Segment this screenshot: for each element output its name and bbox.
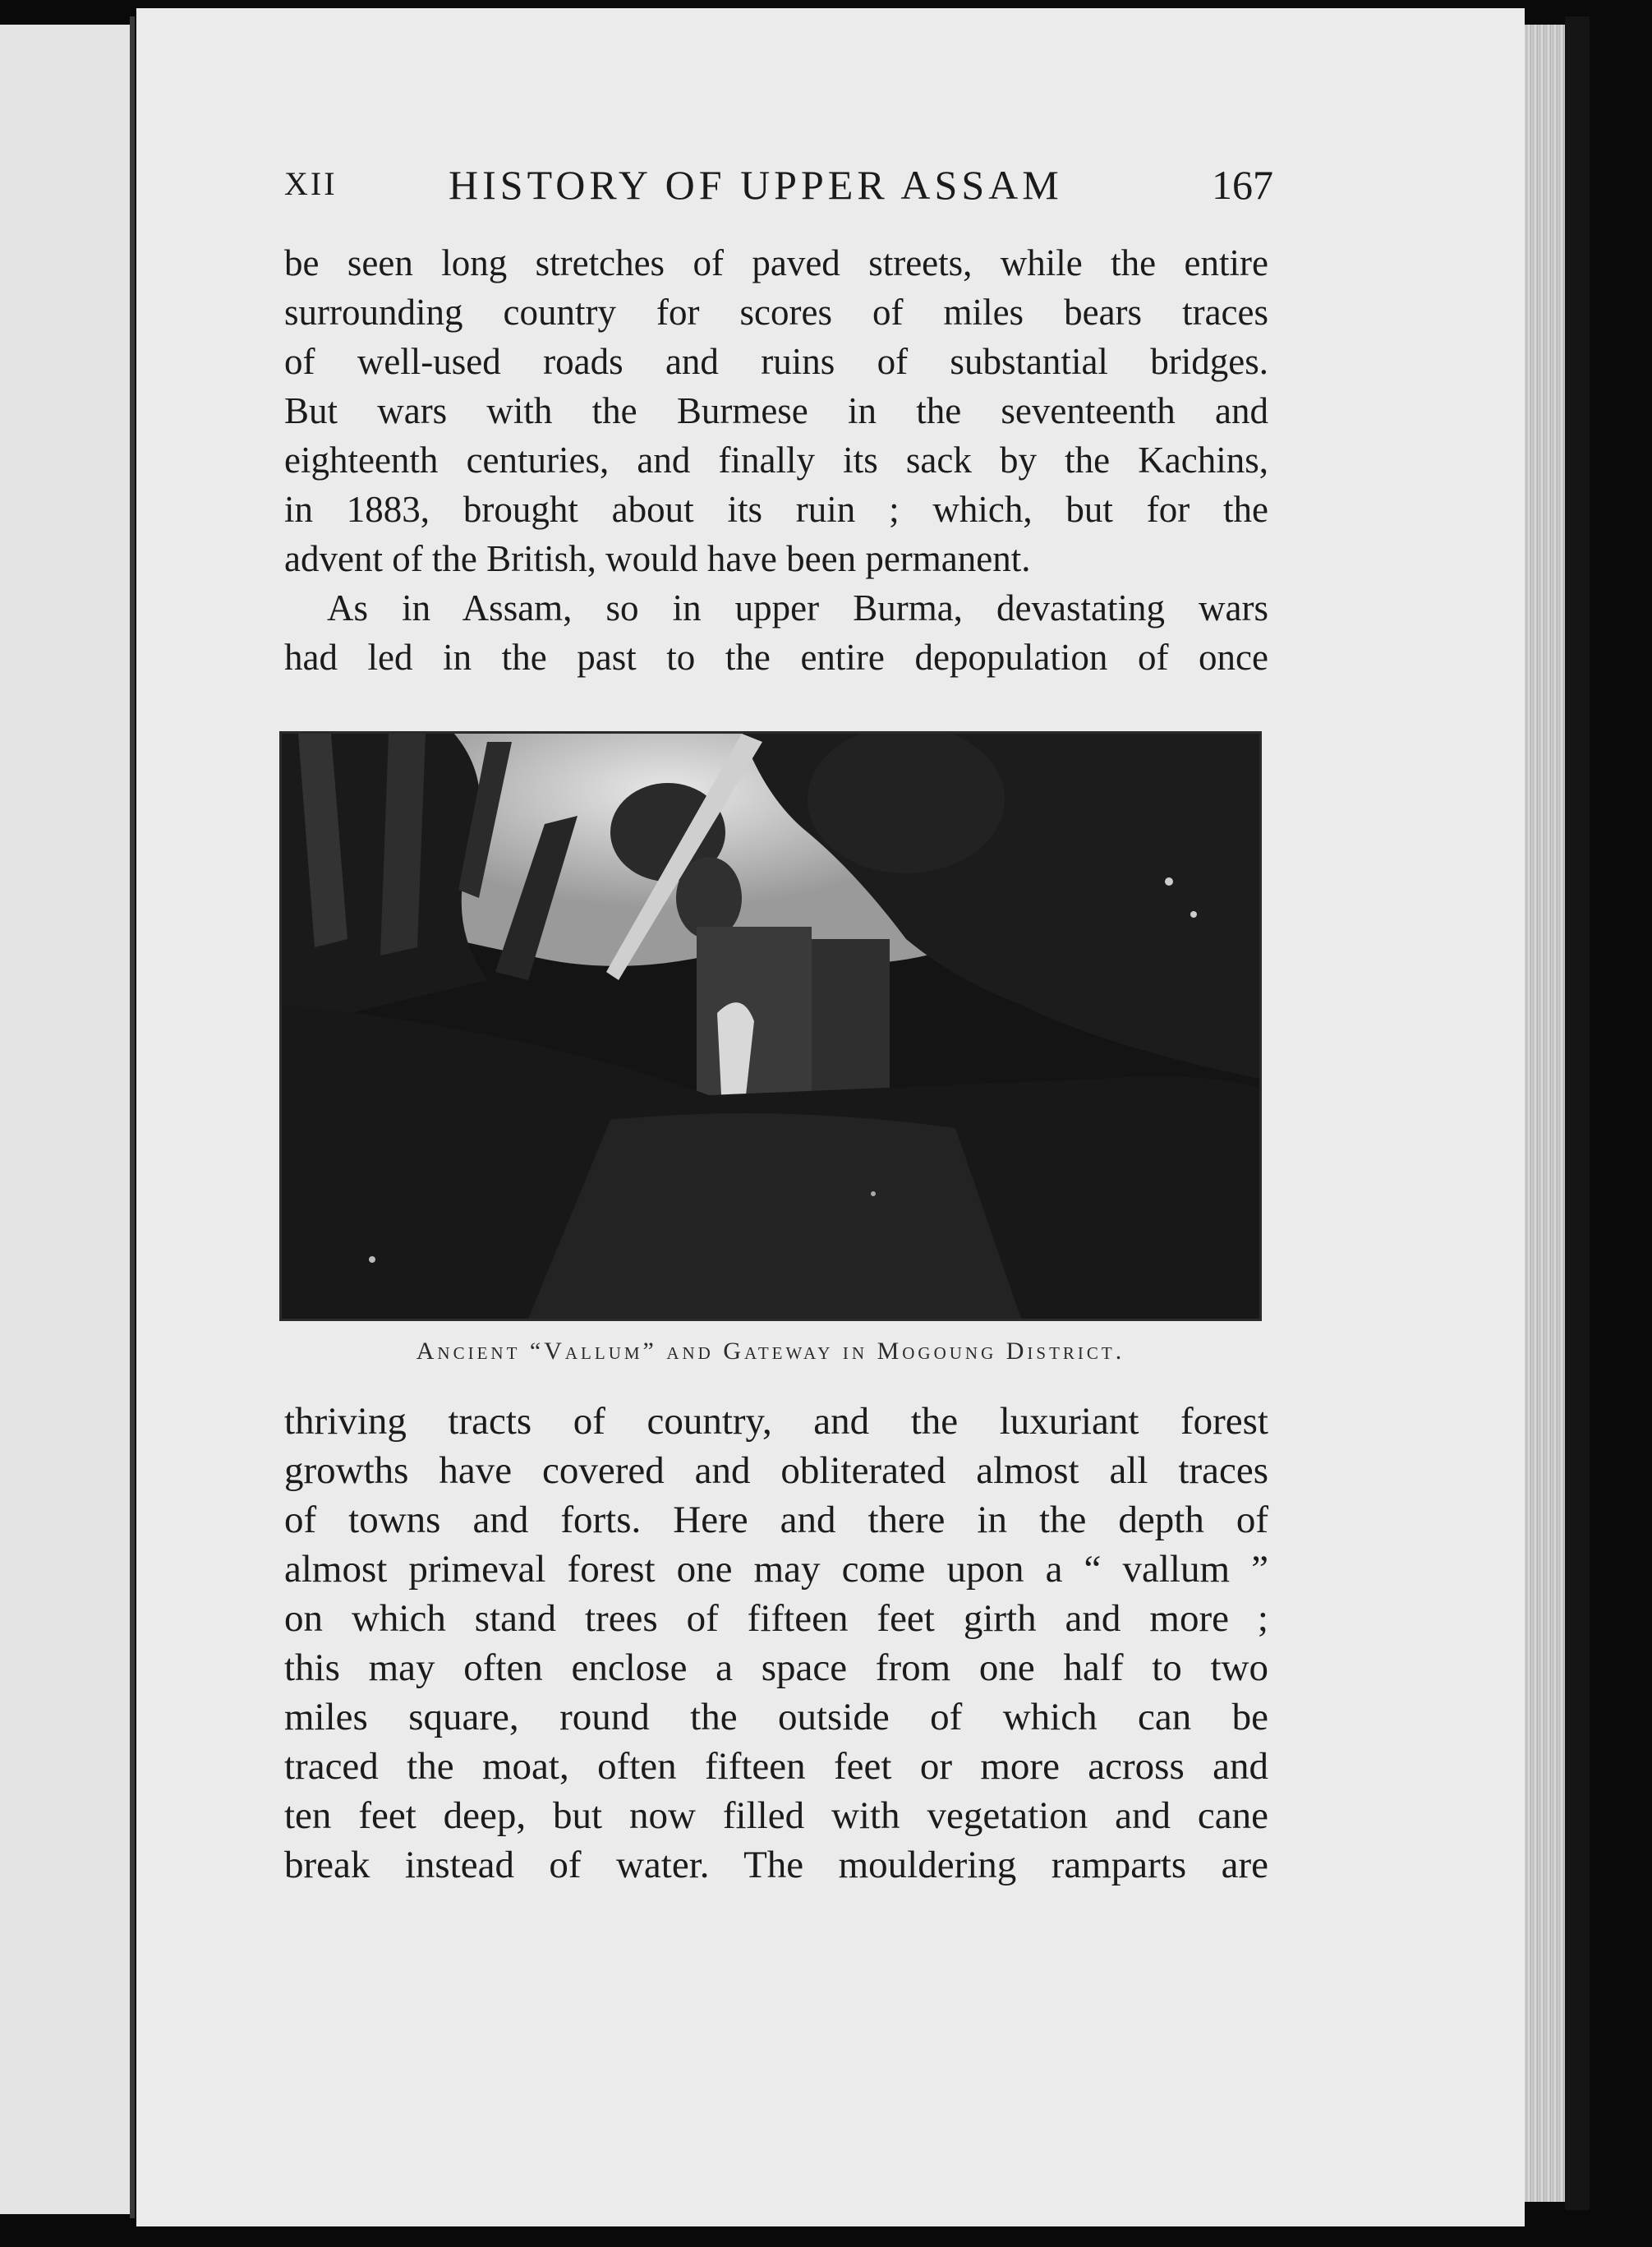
book-gutter	[130, 16, 135, 2218]
text-line: advent of the British, would have been permanent.	[284, 538, 1031, 579]
text-line: be seen long stretches of paved streets, while the entire	[284, 242, 1268, 283]
text-line: on which stand trees of fifteen feet girth and more ;	[284, 1597, 1268, 1640]
text-line: But wars with the Burmese in the seventeenth and	[284, 390, 1268, 431]
text-line: of well-used roads and ruins of substantial bridges.	[284, 341, 1268, 382]
text-line: As in Assam, so in upper Burma, devastating wars	[327, 587, 1268, 629]
text-line: ten feet deep, but now filled with vegetation and cane	[284, 1794, 1268, 1837]
chapter-number: XII	[284, 165, 338, 202]
text-line: in 1883, brought about its ruin ; which, but for the	[284, 489, 1268, 530]
text-line: surrounding country for scores of miles bears traces	[284, 292, 1268, 333]
gateway-photograph	[279, 731, 1262, 1321]
photograph-ruined-gateway-icon	[282, 734, 1259, 1319]
running-header	[284, 162, 1273, 214]
text-line: had led in the past to the entire depopulation of once	[284, 637, 1268, 678]
paragraph-continuation	[284, 238, 1268, 682]
text-line: traced the moat, often fifteen feet or more across and	[284, 1745, 1268, 1788]
text-line: growths have covered and obliterated almost all traces	[284, 1449, 1268, 1492]
text-line: break instead of water. The mouldering ramparts are	[284, 1844, 1268, 1886]
paragraph-after-photo	[284, 1397, 1268, 1890]
page-block-shadow	[1565, 16, 1590, 2210]
facing-page-edge	[0, 25, 131, 2214]
photo-caption: Ancient “Vallum” and Gateway in Mogoung District.	[416, 1338, 1125, 1365]
page-number: 167	[1212, 162, 1273, 208]
text-line: almost primeval forest one may come upon a “ vallum ”	[284, 1548, 1268, 1591]
text-line: thriving tracts of country, and the luxuriant forest	[284, 1400, 1268, 1443]
text-line: this may often enclose a space from one half to two	[284, 1646, 1268, 1689]
text-line: miles square, round the outside of which can be	[284, 1696, 1268, 1738]
running-title: HISTORY OF UPPER ASSAM	[449, 162, 1063, 208]
text-line: of towns and forts. Here and there in the depth of	[284, 1499, 1268, 1541]
text-line: eighteenth centuries, and finally its sack by the Kachins,	[284, 440, 1268, 481]
